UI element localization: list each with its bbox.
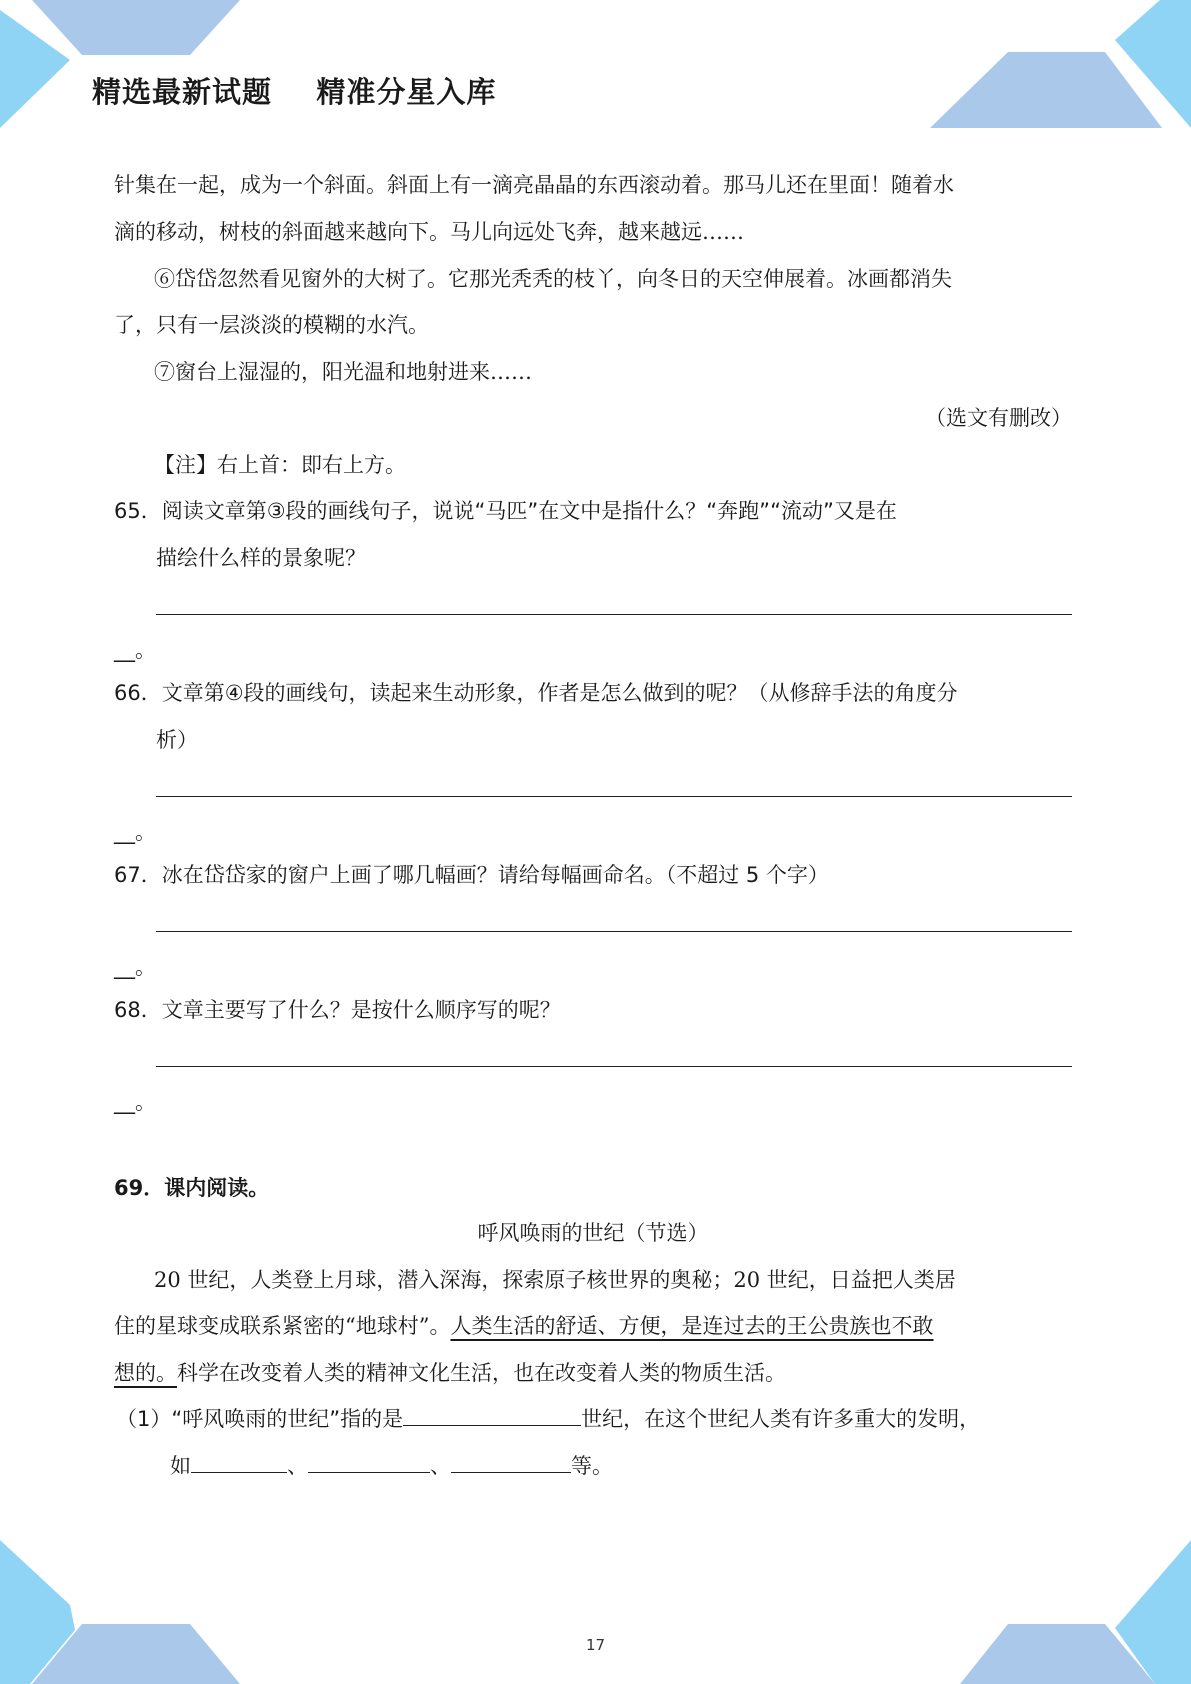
blank-century[interactable] (403, 1403, 581, 1426)
passage-paragraph-6-line-2: 了，只有一层淡淡的模糊的水汽。 (114, 313, 429, 337)
question-65-line-2: 描绘什么样的景象呢？ (156, 546, 366, 570)
subquestion-1-line-2-prefix: 如 (170, 1454, 191, 1478)
page-number: 17 (585, 1636, 606, 1654)
question-68-answer-line[interactable] (156, 1066, 1072, 1067)
header-title: 精选最新试题 精准分星入库 (92, 75, 497, 109)
question-67-answer-line[interactable] (156, 931, 1072, 932)
blank-invention-2[interactable] (308, 1450, 430, 1473)
question-67-answer-end: __。 (114, 955, 156, 979)
excerpt-line-2 (114, 1310, 933, 1342)
subquestion-1-line-2 (170, 1450, 613, 1482)
blank-invention-3[interactable] (451, 1450, 571, 1473)
corner-decoration-bottom-right (930, 1540, 1191, 1684)
excerpt-line-3 (114, 1357, 786, 1389)
question-66-line-1: 66．文章第④段的画线句，读起来生动形象，作者是怎么做到的呢？（从修辞手法的角度分 (114, 681, 958, 705)
question-68-answer-end: __。 (114, 1090, 156, 1114)
question-65-answer-end: __。 (114, 638, 156, 662)
question-66-answer-end: __。 (114, 820, 156, 844)
corner-decoration-top-right (930, 0, 1191, 130)
excerpt-underlined-sentence-part-2: 想的。 (114, 1361, 177, 1385)
excerpt-underlined-sentence-part-1: 人类生活的舒适、方便，是连过去的王公贵族也不敢 (450, 1314, 934, 1338)
question-68: 68．文章主要写了什么？是按什么顺序写的呢？ (114, 998, 561, 1022)
excerpt-line-3-plain: 科学在改变着人类的精神文化生活，也在改变着人类的物质生活。 (177, 1361, 786, 1385)
question-65-answer-line[interactable] (156, 614, 1072, 615)
question-66-answer-line[interactable] (156, 796, 1072, 797)
passage-paragraph-7: ⑦窗台上湿湿的，阳光温和地射进来…… (154, 360, 532, 384)
passage-paragraph-5-line-2: 滴的移动，树枝的斜面越来越向下。马儿向远处飞奔，越来越远…… (114, 220, 744, 244)
passage-paragraph-5-line-1: 针集在一起，成为一个斜面。斜面上有一滴亮晶晶的东西滚动着。那马儿还在里面！随着水 (114, 173, 954, 197)
subquestion-1-line-1 (116, 1403, 980, 1435)
question-69-heading: 69．课内阅读。 (114, 1176, 270, 1200)
passage-paragraph-6-line-1: ⑥岱岱忽然看见窗外的大树了。它那光秃秃的枝丫，向冬日的天空伸展着。冰画都消失 (154, 267, 952, 291)
blank-invention-1[interactable] (191, 1450, 287, 1473)
subquestion-1-prefix: （1）“呼风唤雨的世纪”指的是 (116, 1407, 404, 1431)
corner-decoration-bottom-left (0, 1540, 240, 1684)
question-67: 67．冰在岱岱家的窗户上画了哪几幅画？请给每幅画命名。（不超过 5 个字） (114, 863, 829, 887)
excerpt-title: 呼风唤雨的世纪（节选） (477, 1221, 709, 1245)
separator-2: 、 (430, 1454, 451, 1478)
separator-1: 、 (287, 1454, 308, 1478)
excerpt-line-2-plain: 住的星球变成联系紧密的“地球村”。 (114, 1314, 451, 1338)
source-note: （选文有删改） (925, 406, 1072, 430)
question-65-line-1: 65．阅读文章第③段的画线句子，说说“马匹”在文中是指什么？“奔跑”“流动”又是在 (114, 499, 897, 523)
annotation-note: 【注】右上首：即右上方。 (154, 453, 406, 477)
excerpt-line-1: 20 世纪，人类登上月球，潜入深海，探索原子核世界的奥秘；20 世纪，日益把人类居 (154, 1268, 956, 1292)
subquestion-1-middle: 世纪，在这个世纪人类有许多重大的发明， (581, 1407, 981, 1431)
question-66-line-2: 析） (156, 728, 198, 752)
subquestion-1-line-2-suffix: 等。 (571, 1454, 613, 1478)
